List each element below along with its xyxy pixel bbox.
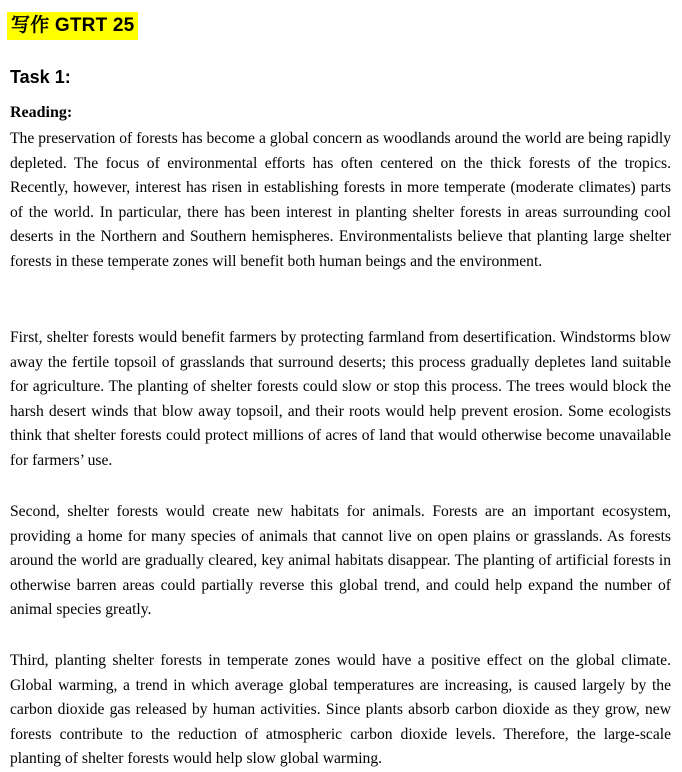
reading-paragraph-3: Second, shelter forests would create new habitats for animals. Forests are an important ecosystem, providing a home for many species of animals that cannot live on open plains or grasslands. As forests around the world are gradually cleared, key animal habitats disappear. The planting of artificial forests in otherwise barren areas could partially reverse this global trend, and could help expand the number of animal species greatly.: [10, 503, 671, 619]
page-title: 写作 GTRT 25: [7, 12, 138, 40]
task-heading: Task 1:: [10, 67, 71, 87]
reading-paragraph-4: Third, planting shelter forests in temperate zones would have a positive effect on the global climate. Global warming, a trend in which average global temperatures are increasing, is caused largely by the carbon dioxide gas released by human activities. Since plants absorb carbon dioxide as they grow, new forests contribute to the reduction of atmospheric carbon dioxide levels. Therefore, the large-scale planting of shelter forests would help slow global warming.: [10, 652, 671, 768]
reading-label: Reading:: [10, 104, 73, 121]
reading-paragraph-2: First, shelter forests would benefit farmers by protecting farmland from desertification. Windstorms blow away the fertile topsoil of grasslands that surround deserts; this process gradually depletes land suitable for agriculture. The planting of shelter forests could slow or stop this process. The trees would block the harsh desert winds that blow away topsoil, and their roots would help prevent erosion. Some ecologists think that shelter forests could protect millions of acres of land that would otherwise become unavailable for farmers’ use.: [10, 329, 671, 469]
reading-paragraph-1: The preservation of forests has become a global concern as woodlands around the world are being rapidly depleted. The focus of environmental efforts has often centered on the thick forests of the tropics. Recently, however, interest has risen in establishing forests in more temperate (moderate climates) parts of the world. In particular, there has been interest in planting shelter forests in areas surrounding cool deserts in the Northern and Southern hemispheres. Environmentalists believe that planting large shelter forests in these temperate zones will benefit both human beings and the environment.: [10, 130, 671, 270]
